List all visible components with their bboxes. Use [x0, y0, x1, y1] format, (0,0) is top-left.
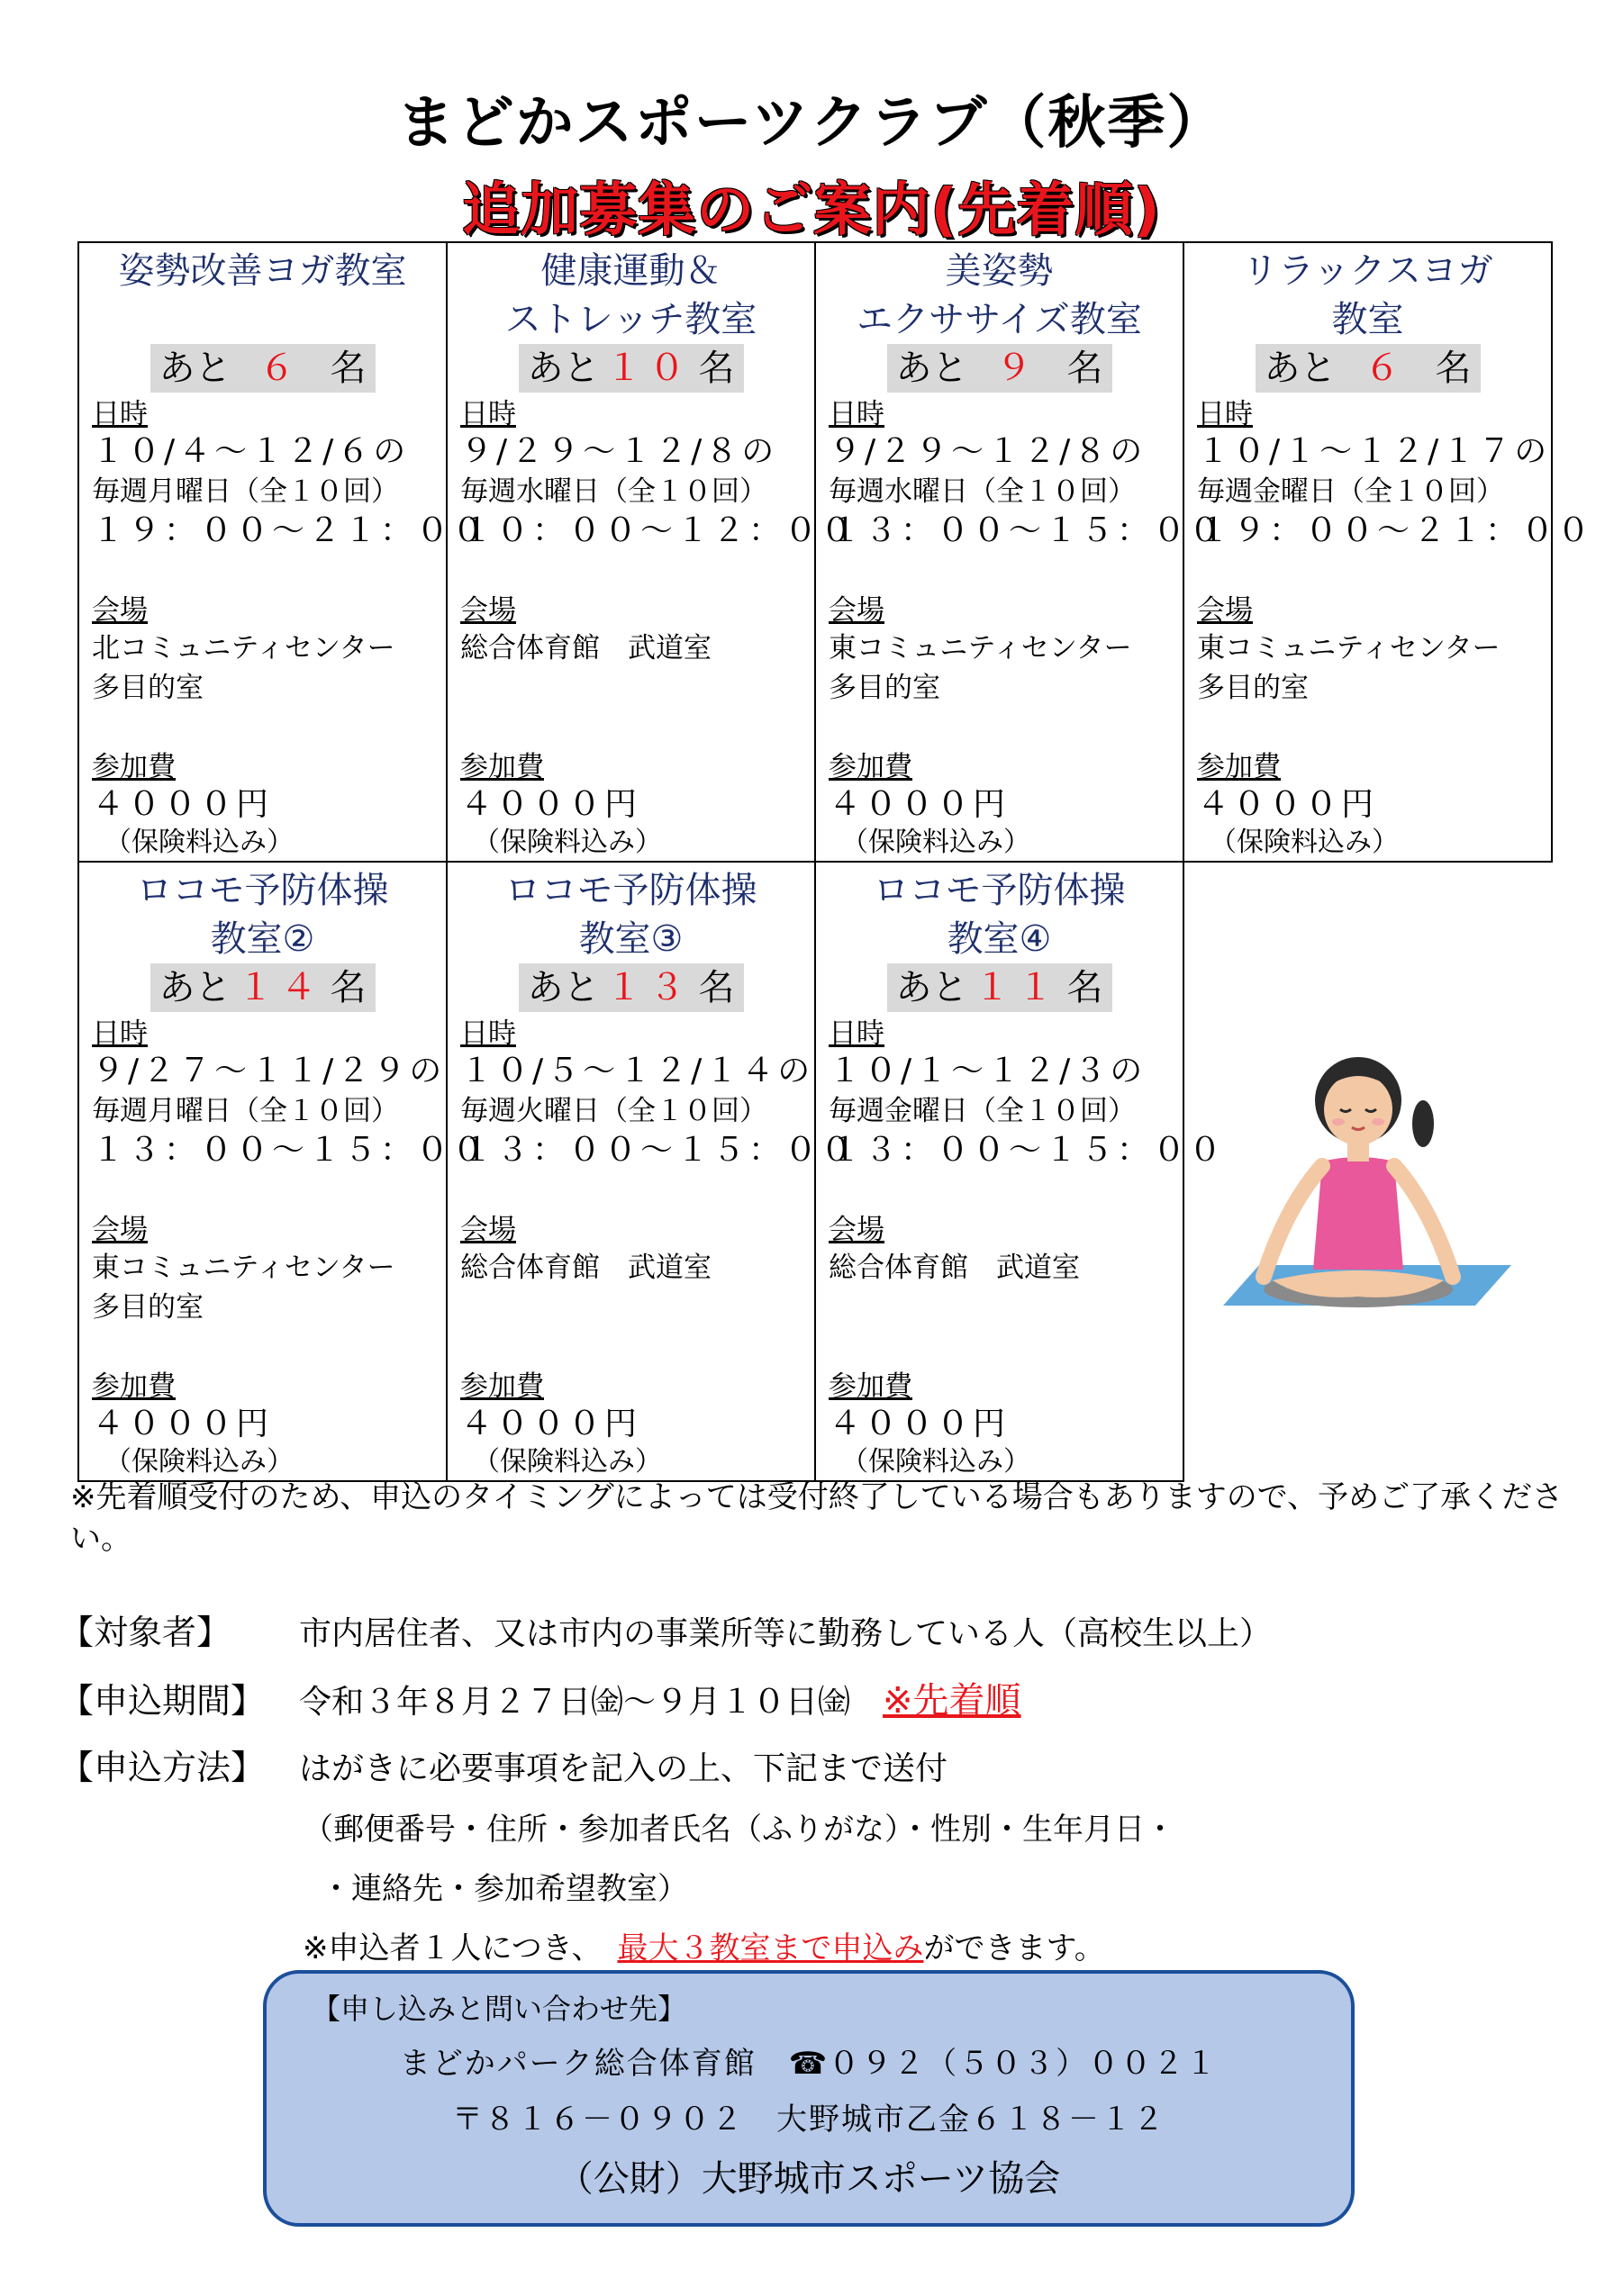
page-title: まどかスポーツクラブ（秋季）: [396, 90, 1227, 157]
datetime-label: 日時: [1197, 398, 1253, 430]
datetime-label: 日時: [829, 1017, 884, 1050]
venue: 東コミュニティセンター: [829, 632, 1132, 664]
venue-room: [829, 1288, 1170, 1327]
venue-room: 多目的室: [92, 672, 204, 704]
weekday: 毎週月曜日（全１０回）: [92, 475, 399, 508]
datetime-label: 日時: [460, 398, 516, 430]
insurance-note: （保険料込み）: [841, 1446, 1030, 1478]
time: １９：００～２１：００: [1197, 512, 1594, 549]
venue-room: 多目的室: [829, 672, 940, 704]
page-subtitle: 追加募集のご案内(先着順): [462, 177, 1161, 244]
venue-label: 会場: [829, 1214, 884, 1246]
venue-label: 会場: [460, 1214, 516, 1246]
weekday: 毎週金曜日（全１０回）: [1197, 475, 1504, 508]
datetime-label: 日時: [92, 398, 148, 430]
time: １３：００～１５：００: [92, 1132, 489, 1169]
date-range: １０/１～１２/３の: [829, 1053, 1147, 1089]
remaining-seats: あと １４ 名: [150, 963, 376, 1012]
venue: 東コミュニティセンター: [92, 1252, 395, 1284]
insurance-note: （保険料込み）: [1210, 827, 1399, 858]
venue-room: 多目的室: [92, 1291, 204, 1324]
venue-label: 会場: [829, 594, 884, 627]
class-cell: [78, 242, 489, 862]
method-row: 【申込方法】 はがきに必要事項を記入の上、下記まで送付: [59, 1748, 948, 1787]
fee: ４０００円: [92, 1406, 273, 1442]
class-cell: [1183, 242, 1594, 862]
class-name: 美姿勢 エクササイズ教室: [857, 250, 1142, 340]
class-name: 姿勢改善ヨガ教室: [118, 250, 407, 292]
venue-room: 多目的室: [1197, 672, 1309, 704]
period-row: 【申込期間】 令和３年８月２７日㈮～９月１０日㈮ ※先着順: [59, 1680, 1021, 1722]
date-range: ９/２９～１２/８の: [829, 433, 1147, 470]
date-range: １０/５～１２/１４の: [460, 1053, 814, 1089]
venue: 総合体育館 武道室: [829, 1252, 1080, 1284]
date-range: １０/４～１２/６の: [92, 433, 410, 470]
class-cell: [78, 862, 489, 1481]
time: １３：００～１５：００: [829, 1132, 1226, 1169]
insurance-note: （保険料込み）: [104, 1446, 294, 1478]
contact-heading: 【申し込みと問い合わせ先】: [312, 1992, 687, 2026]
venue-label: 会場: [92, 1214, 148, 1246]
fee-label: 参加費: [829, 751, 912, 783]
limit-note: ※申込者１人につき、 最大３教室まで申込みができます。: [303, 1930, 1105, 1966]
remaining-seats: あと ６ 名: [1256, 344, 1481, 393]
fee: ４０００円: [460, 786, 641, 823]
class-name: 健康運動＆ ストレッチ教室: [504, 250, 757, 340]
fee: ４０００円: [829, 1406, 1010, 1442]
remaining-seats: あと １３ 名: [519, 963, 744, 1012]
time: １３：００～１５：００: [460, 1132, 857, 1169]
fee-label: 参加費: [92, 751, 176, 783]
fee: ４０００円: [92, 786, 273, 823]
time: １０：００～１２：００: [460, 512, 857, 549]
weekday: 毎週水曜日（全１０回）: [460, 475, 767, 508]
contact-organization: （公財）大野城市スポーツ協会: [557, 2158, 1061, 2200]
class-cell: [447, 862, 857, 1481]
remaining-seats: あと ６ 名: [150, 344, 376, 393]
date-range: ９/２７～１１/２９の: [92, 1053, 446, 1089]
venue-label: 会場: [92, 594, 148, 627]
venue: 北コミュニティセンター: [92, 632, 395, 664]
datetime-label: 日時: [460, 1017, 516, 1050]
venue-room: [460, 1288, 802, 1327]
weekday: 毎週火曜日（全１０回）: [460, 1095, 767, 1127]
date-range: １０/１～１２/１７の: [1197, 433, 1551, 470]
datetime-label: 日時: [92, 1017, 148, 1050]
venue-label: 会場: [1197, 594, 1253, 627]
venue: 総合体育館 武道室: [460, 1252, 712, 1284]
class-name: ロコモ予防体操 教室④: [873, 870, 1126, 960]
contact-address: 〒８１６－０９０２ 大野城市乙金６１８－１２: [452, 2102, 1165, 2138]
weekday: 毎週月曜日（全１０回）: [92, 1095, 399, 1127]
fee-label: 参加費: [92, 1370, 176, 1403]
date-range: ９/２９～１２/８の: [460, 433, 778, 470]
contact-box: [263, 1970, 1355, 2227]
class-cell: [815, 242, 1226, 862]
fee: ４０００円: [829, 786, 1010, 823]
insurance-note: （保険料込み）: [473, 1446, 662, 1478]
fee-label: 参加費: [460, 751, 544, 783]
first-come-note: ※先着順受付のため、申込のタイミングによっては受付終了している場合もありますので、予めご了承ください。: [70, 1479, 1564, 1557]
method-detail-1: （郵便番号・住所・参加者氏名（ふりがな）・性別・生年月日・: [303, 1812, 1175, 1848]
venue-label: 会場: [460, 594, 516, 627]
fee: ４０００円: [1197, 786, 1378, 823]
class-cell: [447, 242, 857, 862]
fee-label: 参加費: [460, 1370, 544, 1403]
class-name: リラックスヨガ 教室: [1242, 250, 1493, 340]
fee: ４０００円: [460, 1406, 641, 1442]
weekday: 毎週金曜日（全１０回）: [829, 1095, 1136, 1127]
venue: 東コミュニティセンター: [1197, 632, 1501, 664]
class-name: ロコモ予防体操 教室②: [136, 870, 389, 960]
method-detail-2: ・連絡先・参加希望教室）: [321, 1871, 688, 1907]
time: １３：００～１５：００: [829, 512, 1226, 549]
weekday: 毎週水曜日（全１０回）: [829, 475, 1136, 508]
venue-room: [460, 668, 802, 708]
class-cell: [815, 862, 1226, 1481]
venue: 総合体育館 武道室: [460, 632, 712, 664]
remaining-seats: あと １０ 名: [519, 344, 744, 393]
fee-label: 参加費: [829, 1370, 912, 1403]
remaining-seats: あと ９ 名: [887, 344, 1112, 393]
class-name: ロコモ予防体操 教室③: [504, 870, 757, 960]
target-row: 【対象者】 市内居住者、又は市内の事業所等に勤務している人（高校生以上）: [59, 1613, 1273, 1652]
time: １９：００～２１：００: [92, 512, 489, 549]
insurance-note: （保険料込み）: [841, 827, 1030, 858]
remaining-seats: あと １１ 名: [887, 963, 1112, 1012]
yoga-illustration: [1187, 1044, 1511, 1315]
contact-phone: まどかパーク総合体育館 ☎０９２（５０３）００２１: [399, 2046, 1219, 2082]
insurance-note: （保険料込み）: [104, 827, 294, 858]
fee-label: 参加費: [1197, 751, 1281, 783]
datetime-label: 日時: [829, 398, 884, 430]
insurance-note: （保険料込み）: [473, 827, 662, 858]
